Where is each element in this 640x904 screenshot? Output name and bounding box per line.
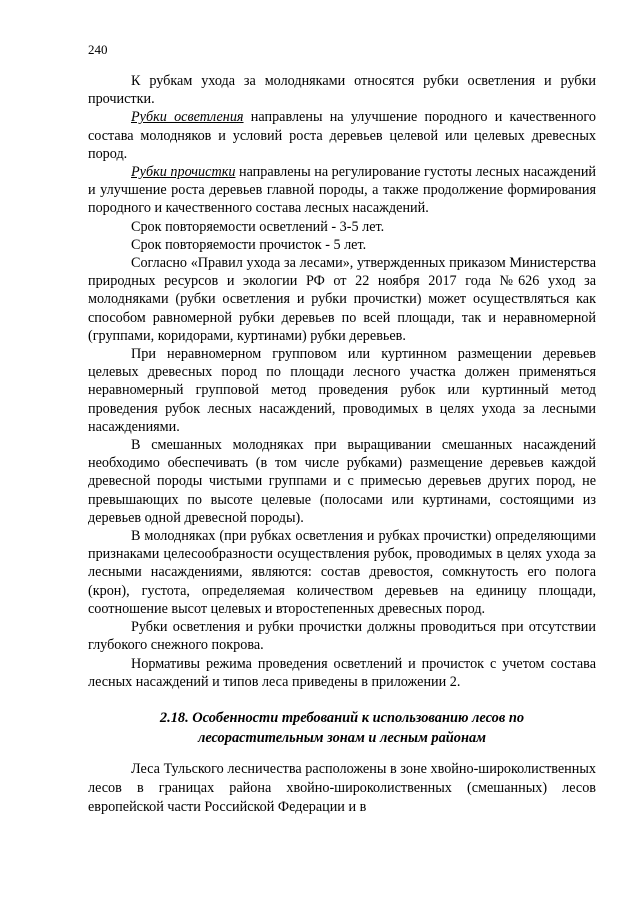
paragraph-pravila: Согласно «Правил ухода за лесами», утвержденных приказом Министерства природных ресурсов и экологии РФ от 22 ноября 2017 года №626 уход за молодняками (рубки осветления и рубки прочистки) может осуществляться как способом равномерной рубки деревьев по всей площади, так и неравномерной (группами, коридорами, куртинами) рубки деревьев. <box>88 255 596 344</box>
paragraph-smeshannye: В смешанных молодняках при выращивании смешанных насаждений необходимо обеспечивать (в том числе рубками) размещение деревьев каждой древесной породы чистыми группами и с примесью деревьев других пород, не превышающих по высоте целевые (полосами или куртинами, состоящими из деревьев одной древесной породы). <box>88 437 596 526</box>
paragraph-osvetlenie-text: направлены на улучшение породного и качественного состава молодняков и условий роста деревьев целевой или целевых древесных пород. <box>88 109 596 162</box>
section-body <box>88 760 596 817</box>
paragraph-priznaki: В молодняках (при рубках осветления и рубках прочистки) определяющими признаками целесообразности осуществления рубок, проводимых в целях ухода за лесными насаждениями, являются: состав древостоя, сомкнутость его полога (крон), густота, определяемая количеством деревьев на единицу площади, соотношение высот целевых и второстепенных древесных пород. <box>88 528 596 617</box>
section-heading-line2: лесорастительным зонам и лесным районам <box>197 730 487 746</box>
document-body <box>88 72 596 691</box>
paragraph-sneg: Рубки осветления и рубки прочистки должны проводиться при отсутствии глубокого снежного покрова. <box>88 619 596 654</box>
page-number: 240 <box>88 42 108 57</box>
paragraph-normativy: Нормативы режима проведения осветлений и прочисток с учетом состава лесных насаждений и типов леса приведены в приложении 2. <box>88 655 596 690</box>
term-rubki-prochistki: Рубки прочистки <box>131 164 236 181</box>
paragraph-srok-osvetleniy: Срок повторяемости осветлений - 3-5 лет. <box>131 218 385 235</box>
section-heading <box>88 708 596 748</box>
section-heading-line1: 2.18. Особенности требований к использованию лесов по <box>159 710 525 726</box>
paragraph-prochistka-text: направлены на регулирование густоты лесных насаждений и улучшение роста деревьев главной породы, а также продолжение формирования породного и качественного состава лесных насаждений. <box>88 164 596 217</box>
paragraph-osvetlenie <box>88 108 596 163</box>
paragraph-lesa-tulskogo: Леса Тульского лесничества расположены в зоне хвойно-широколиственных лесов в границах района хвойно-широколиственных (смешанных) лесов европейской части Российской Федерации и в <box>88 761 596 815</box>
paragraph-prochistka <box>88 163 596 218</box>
term-rubki-osvetleniya: Рубки осветления <box>131 109 244 126</box>
paragraph-intro: К рубкам ухода за молодняками относятся рубки осветления и рубки прочистки. <box>88 73 596 108</box>
paragraph-nerovnomernoe: При неравномерном групповом или куртинном размещении деревьев целевых древесных пород по площади лесного участка должен применяться неравномерный групповой метод проведения рубок или куртинный метод проведения рубок лесных насаждений, проводимых в целях ухода за лесными насаждениями. <box>88 346 596 435</box>
paragraph-srok-prochistok: Срок повторяемости прочисток - 5 лет. <box>131 236 367 253</box>
